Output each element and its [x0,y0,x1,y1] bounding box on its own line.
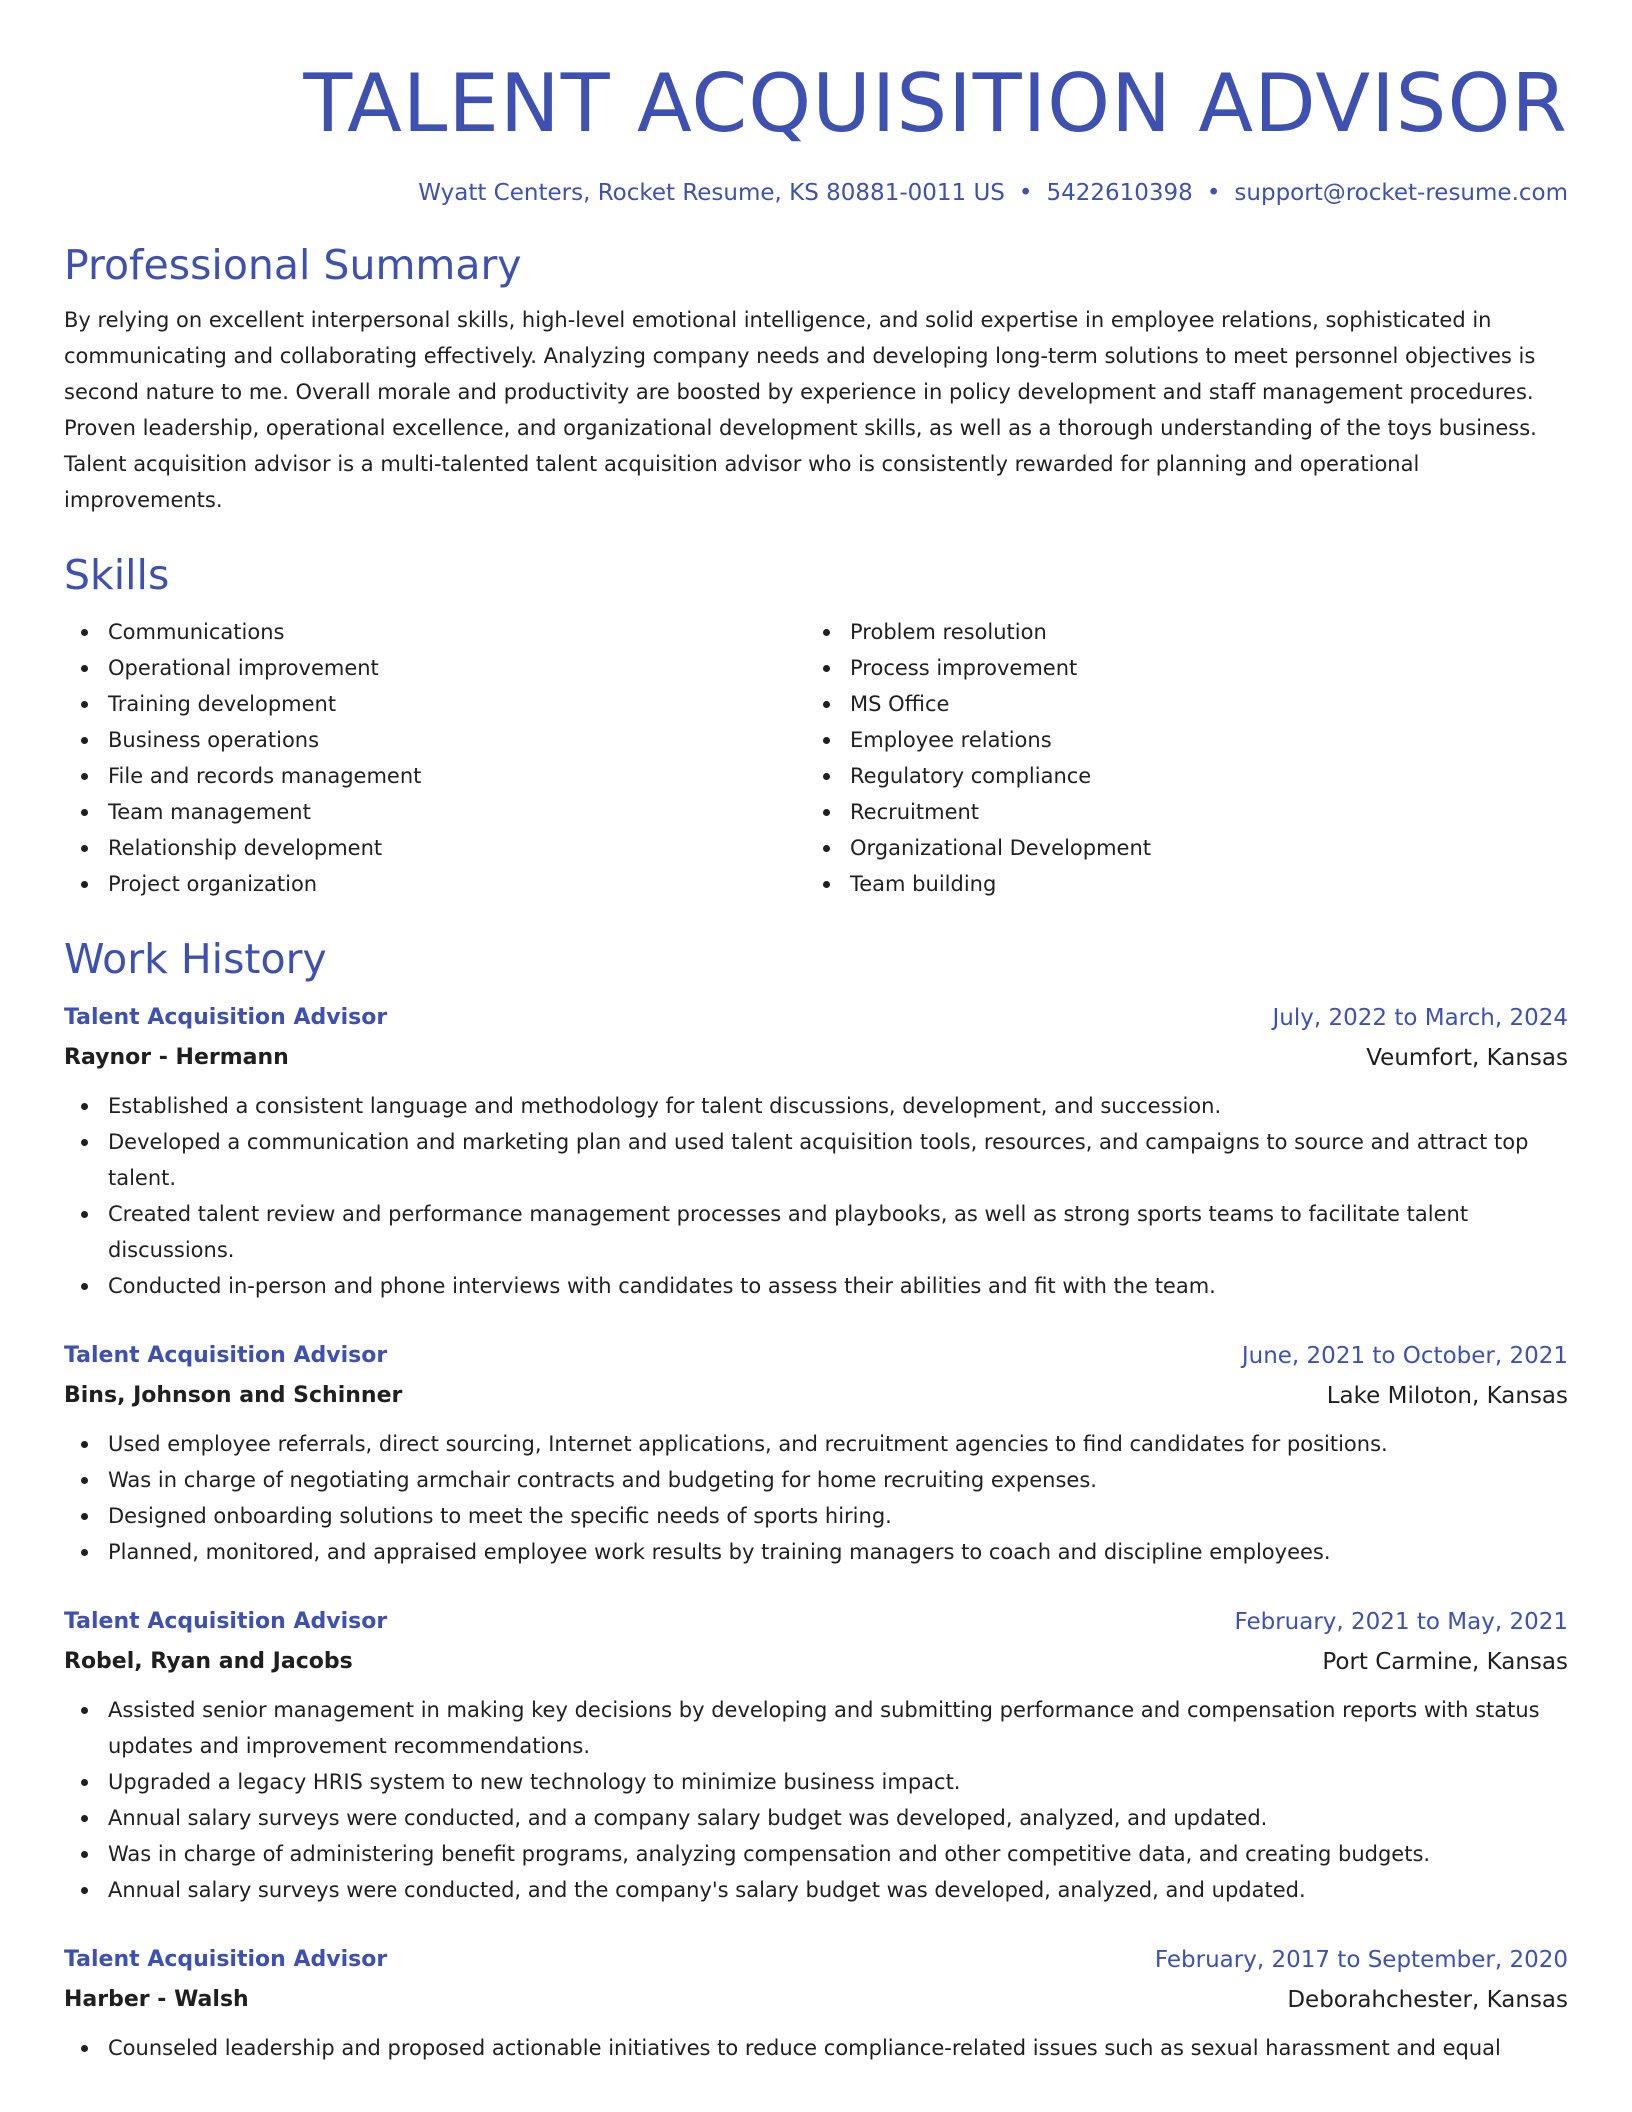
skills-column-right [806,614,1548,902]
job-dates: February, 2017 to September, 2020 [1154,1947,1568,1973]
job-employer-row [64,1642,1568,1682]
job-bullets [64,1426,1568,1570]
job-employer-row [64,1038,1568,1078]
job-header [64,1602,1568,1642]
skill-item: Project organization [64,866,806,902]
job-employer-row [64,1980,1568,2020]
job-bullet: Annual salary surveys were conducted, and the company's salary budget was developed, analyzed, and updated. [64,1872,1568,1908]
skill-item: Process improvement [806,650,1548,686]
job-dates: June, 2021 to October, 2021 [1241,1343,1568,1369]
job-location: Port Carmine, Kansas [1322,1649,1568,1675]
skills-list [64,614,1568,902]
skill-item: Team building [806,866,1548,902]
job-bullet: Annual salary surveys were conducted, and a company salary budget was developed, analyzed, and updated. [64,1800,1568,1836]
resume-header [64,0,1568,210]
skill-item: Team management [64,794,806,830]
skill-item: Organizational Development [806,830,1548,866]
job-employer: Harber - Walsh [64,1987,249,2012]
job-location: Lake Miloton, Kansas [1326,1383,1568,1409]
job-title: Talent Acquisition Advisor [64,1609,388,1634]
job-bullet: Created talent review and performance management processes and playbooks, as well as strong sports teams to facilitate talent discussions. [64,1196,1568,1268]
job-dates: February, 2021 to May, 2021 [1234,1609,1568,1635]
skill-item: MS Office [806,686,1548,722]
skill-item: Employee relations [806,722,1548,758]
summary-heading: Professional Summary [64,241,522,289]
resume-page [64,0,1568,2066]
contact-address: Wyatt Centers, Rocket Resume, KS 80881-0011 US [418,180,1005,206]
job-location: Veumfort, Kansas [1366,1045,1568,1071]
job-bullet: Assisted senior management in making key decisions by developing and submitting performance and compensation reports with status updates and improvement recommendations. [64,1692,1568,1764]
candidate-name: TALENT ACQUISITION ADVISOR [303,57,1568,150]
skill-item: Training development [64,686,806,722]
skill-item: Relationship development [64,830,806,866]
job-bullet: Was in charge of negotiating armchair contracts and budgeting for home recruiting expenses. [64,1462,1568,1498]
contact-line [64,176,1568,210]
job-entry [64,1940,1568,2066]
job-bullet: Was in charge of administering benefit programs, analyzing compensation and other competitive data, and creating budgets. [64,1836,1568,1872]
job-bullet: Conducted in-person and phone interviews with candidates to assess their abilities and fit with the team. [64,1268,1568,1304]
work-history-heading: Work History [64,935,327,983]
contact-separator: • [1018,180,1033,206]
job-bullets [64,2030,1568,2066]
job-header [64,1336,1568,1376]
job-bullet: Used employee referrals, direct sourcing, Internet applications, and recruitment agencies to find candidates for positions. [64,1426,1568,1462]
job-title: Talent Acquisition Advisor [64,1947,388,1972]
job-entry [64,1602,1568,1908]
skill-item: Regulatory compliance [806,758,1548,794]
job-bullet: Counseled leadership and proposed actionable initiatives to reduce compliance-related issues such as sexual harassment and equal [64,2030,1568,2066]
job-title: Talent Acquisition Advisor [64,1343,388,1368]
job-bullet: Planned, monitored, and appraised employee work results by training managers to coach and discipline employees. [64,1534,1568,1570]
skill-item: Business operations [64,722,806,758]
job-employer: Bins, Johnson and Schinner [64,1383,403,1408]
skills-column-left [64,614,806,902]
skill-item: Operational improvement [64,650,806,686]
job-bullet: Established a consistent language and methodology for talent discussions, development, and succession. [64,1088,1568,1124]
skills-heading: Skills [64,551,170,599]
skill-item: Recruitment [806,794,1548,830]
job-employer: Raynor - Hermann [64,1045,289,1070]
summary-text: By relying on excellent interpersonal skills, high-level emotional intelligence, and solid expertise in employee relations, sophisticated in communicating and collaborating effectively. Analyzing company needs and developing long-term solutions to meet personnel objectives is second nature to me. Overall morale and productivity are boosted by experience in policy development and staff management procedures. Proven leadership, operational excellence, and organizational development skills, as well as a thorough understanding of the toys business. Talent acquisition advisor is a multi-talented talent acquisition advisor who is consistently rewarded for planning and operational improvements. [64,308,1537,512]
contact-phone: 5422610398 [1046,180,1193,206]
job-bullet: Upgraded a legacy HRIS system to new technology to minimize business impact. [64,1764,1568,1800]
job-bullets [64,1692,1568,1908]
job-header [64,998,1568,1038]
skill-item: Communications [64,614,806,650]
contact-email: support@rocket-resume.com [1234,180,1568,206]
job-entry [64,998,1568,1304]
job-employer: Robel, Ryan and Jacobs [64,1649,353,1674]
job-header [64,1940,1568,1980]
job-employer-row [64,1376,1568,1416]
skill-item: Problem resolution [806,614,1548,650]
job-bullet: Developed a communication and marketing plan and used talent acquisition tools, resources, and campaigns to source and attract top talent. [64,1124,1568,1196]
job-bullets [64,1088,1568,1304]
job-bullet: Designed onboarding solutions to meet the specific needs of sports hiring. [64,1498,1568,1534]
skill-item: File and records management [64,758,806,794]
job-dates: July, 2022 to March, 2024 [1272,1005,1568,1031]
job-entry [64,1336,1568,1570]
contact-separator: • [1206,180,1221,206]
job-location: Deborahchester, Kansas [1287,1987,1568,2013]
job-title: Talent Acquisition Advisor [64,1005,388,1030]
